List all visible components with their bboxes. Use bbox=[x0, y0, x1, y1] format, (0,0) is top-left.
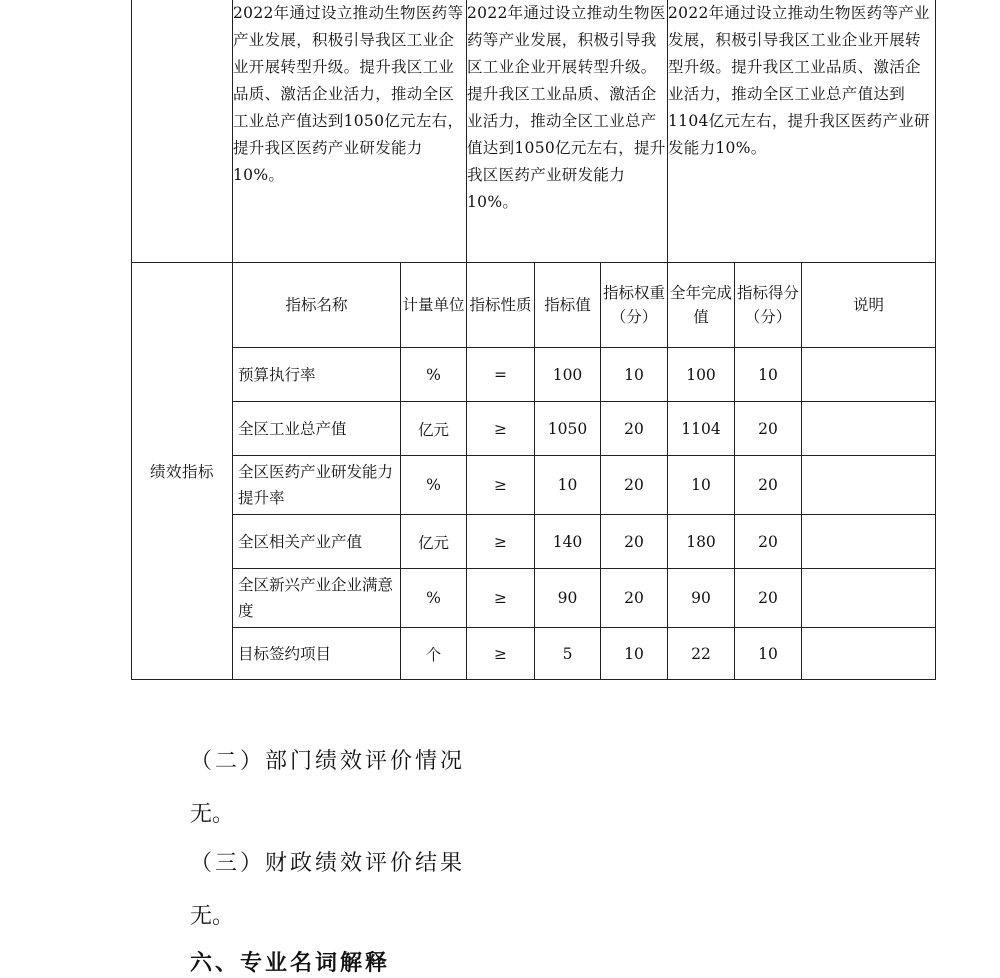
row-score: 10 bbox=[735, 628, 802, 680]
row-value: 100 bbox=[535, 348, 601, 402]
row-note bbox=[802, 456, 936, 515]
row-note bbox=[802, 402, 936, 456]
row-actual: 100 bbox=[668, 348, 735, 402]
row-name: 目标签约项目 bbox=[233, 628, 401, 680]
row-value: 1050 bbox=[535, 402, 601, 456]
table-row bbox=[132, 515, 936, 569]
performance-table bbox=[131, 262, 936, 680]
row-weight: 20 bbox=[601, 515, 668, 569]
row-unit: 亿元 bbox=[401, 402, 467, 456]
header-unit: 计量单位 bbox=[401, 263, 467, 348]
header-note: 说明 bbox=[802, 263, 936, 348]
goal-text-col2: 2022年通过设立推动生物医药等产业发展，积极引导我区工业企业开展转型升级。提升我区工业品质、激活企业活力，推动全区工业总产值达到1050亿元左右，提升我区医药产业研发能力10%。 bbox=[467, 0, 668, 262]
row-score: 20 bbox=[735, 456, 802, 515]
row-unit: % bbox=[401, 348, 467, 402]
row-actual: 1104 bbox=[668, 402, 735, 456]
table-row bbox=[132, 628, 936, 680]
row-actual: 10 bbox=[668, 456, 735, 515]
header-actual: 全年完成值 bbox=[668, 263, 735, 348]
goals-table bbox=[131, 0, 936, 263]
goals-label-cell bbox=[132, 0, 233, 262]
row-score: 10 bbox=[735, 348, 802, 402]
row-nature: = bbox=[467, 348, 535, 402]
header-nature: 指标性质 bbox=[467, 263, 535, 348]
row-unit: 亿元 bbox=[401, 515, 467, 569]
category-cell: 绩效指标 bbox=[132, 263, 233, 680]
header-row bbox=[132, 263, 936, 348]
finance-eval-heading: （三）财政绩效评价结果 bbox=[190, 851, 466, 876]
goal-text-col1: 2022年通过设立推动生物医药等产业发展，积极引导我区工业企业开展转型升级。提升我区工业品质、激活企业活力，推动全区工业总产值达到1050亿元左右，提升我区医药产业研发能力10%。 bbox=[233, 0, 467, 262]
row-score: 20 bbox=[735, 515, 802, 569]
row-score: 20 bbox=[735, 402, 802, 456]
table-row bbox=[132, 402, 936, 456]
goals-row bbox=[132, 0, 936, 262]
row-actual: 90 bbox=[668, 569, 735, 628]
row-weight: 20 bbox=[601, 569, 668, 628]
row-nature: ≥ bbox=[467, 456, 535, 515]
row-unit: % bbox=[401, 569, 467, 628]
row-value: 5 bbox=[535, 628, 601, 680]
row-unit: 个 bbox=[401, 628, 467, 680]
row-score: 20 bbox=[735, 569, 802, 628]
row-actual: 22 bbox=[668, 628, 735, 680]
header-weight: 指标权重（分） bbox=[601, 263, 668, 348]
row-name: 预算执行率 bbox=[233, 348, 401, 402]
header-value: 指标值 bbox=[535, 263, 601, 348]
row-weight: 10 bbox=[601, 628, 668, 680]
dept-eval-body: 无。 bbox=[190, 802, 235, 827]
goal-text-col3: 2022年通过设立推动生物医药等产业发展，积极引导我区工业企业开展转型升级。提升我区工业品质、激活企业活力，推动全区工业总产值达到1104亿元左右，提升我区医药产业研发能力10%。 bbox=[668, 0, 936, 262]
row-weight: 20 bbox=[601, 456, 668, 515]
header-name: 指标名称 bbox=[233, 263, 401, 348]
row-unit: % bbox=[401, 456, 467, 515]
row-nature: ≥ bbox=[467, 515, 535, 569]
dept-eval-heading: （二）部门绩效评价情况 bbox=[190, 749, 466, 774]
row-note bbox=[802, 628, 936, 680]
row-note bbox=[802, 515, 936, 569]
row-value: 10 bbox=[535, 456, 601, 515]
row-nature: ≥ bbox=[467, 569, 535, 628]
finance-eval-body: 无。 bbox=[190, 904, 235, 929]
table-row bbox=[132, 348, 936, 402]
row-name: 全区新兴产业企业满意度 bbox=[233, 569, 401, 628]
row-note bbox=[802, 569, 936, 628]
row-actual: 180 bbox=[668, 515, 735, 569]
row-name: 全区工业总产值 bbox=[233, 402, 401, 456]
header-score: 指标得分（分） bbox=[735, 263, 802, 348]
row-weight: 10 bbox=[601, 348, 668, 402]
row-value: 90 bbox=[535, 569, 601, 628]
row-value: 140 bbox=[535, 515, 601, 569]
row-name: 全区相关产业产值 bbox=[233, 515, 401, 569]
row-nature: ≥ bbox=[467, 402, 535, 456]
row-note bbox=[802, 348, 936, 402]
row-nature: ≥ bbox=[467, 628, 535, 680]
row-name: 全区医药产业研发能力提升率 bbox=[233, 456, 401, 515]
table-row bbox=[132, 569, 936, 628]
row-weight: 20 bbox=[601, 402, 668, 456]
table-row bbox=[132, 456, 936, 515]
glossary-heading: 六、专业名词解释 bbox=[190, 950, 391, 976]
